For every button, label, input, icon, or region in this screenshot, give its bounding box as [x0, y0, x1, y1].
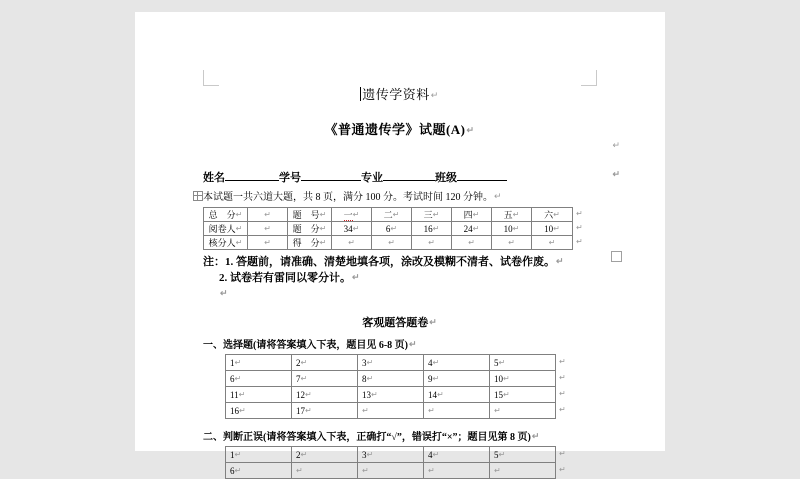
exam-title [203, 120, 596, 140]
answer-cell[interactable]: 13↵ [358, 387, 424, 403]
page-title-text: 遗传学资料 [362, 87, 430, 102]
pilcrow-icon: ↵ [494, 191, 502, 201]
answer-cell[interactable]: 4↵ [424, 447, 490, 463]
pilcrow-icon: ↵ [300, 357, 308, 367]
class-blank[interactable] [457, 169, 507, 181]
answer-cell[interactable] [424, 463, 490, 479]
pilcrow-icon: ↵ [264, 223, 271, 233]
pilcrow-icon: ↵ [352, 272, 360, 282]
table-row [226, 371, 556, 387]
pilcrow-icon: ↵ [300, 449, 308, 459]
earned-points-cell[interactable] [452, 236, 492, 250]
document-page [135, 12, 665, 476]
question-1-heading-text: 一、选择题(请将答案填入下表，题目见 6-8 页) [203, 340, 408, 351]
pilcrow-icon: ↵ [432, 210, 440, 219]
major-label: 专业 [361, 172, 383, 184]
earned-points-label: 得 分↵ [288, 236, 332, 250]
earned-points-cell[interactable] [412, 236, 452, 250]
table-move-handle-icon[interactable] [193, 191, 203, 201]
notes-line-1 [203, 254, 596, 270]
question-1-table-wrap [203, 354, 596, 419]
pilcrow-icon: ↵ [512, 210, 520, 219]
exam-notice [203, 190, 596, 204]
pilcrow-icon: ↵ [234, 357, 242, 367]
table-resize-handle-icon[interactable] [611, 251, 622, 262]
pilcrow-icon: ↵ [234, 373, 242, 383]
notes-prefix: 注： [203, 256, 225, 268]
pilcrow-icon: ↵ [494, 465, 501, 475]
question-number-label: 题 号↵ [288, 208, 332, 222]
pilcrow-icon: ↵ [428, 465, 435, 475]
student-id-label: 学号 [279, 172, 301, 184]
pilcrow-icon: ↵ [429, 317, 437, 327]
question-1-answer-table [225, 354, 556, 419]
answer-cell[interactable]: 1↵ [226, 447, 292, 463]
question-number-cell[interactable]: 一↵ [332, 208, 372, 222]
pilcrow-icon: ↵ [352, 210, 360, 219]
pilcrow-icon: ↵ [234, 449, 242, 459]
pilcrow-icon: ↵ [576, 237, 583, 246]
pilcrow-icon: ↵ [319, 238, 327, 247]
pilcrow-icon: ↵ [472, 210, 480, 219]
pilcrow-icon: ↵ [553, 223, 560, 233]
pilcrow-icon: ↵ [548, 237, 556, 247]
pilcrow-icon: ↵ [468, 237, 475, 247]
answer-cell[interactable]: 2↵ [292, 447, 358, 463]
pilcrow-icon: ↵ [432, 373, 440, 383]
table-row [204, 236, 573, 250]
question-points-cell[interactable]: 16↵ [412, 222, 452, 236]
table-row [226, 355, 556, 371]
pilcrow-icon: ↵ [366, 357, 374, 367]
pilcrow-icon: ↵ [319, 224, 327, 233]
pilcrow-icon: ↵ [503, 373, 510, 383]
marker-label: 阅卷人↵ [204, 222, 248, 236]
answer-cell[interactable]: 5↵ [490, 355, 556, 371]
pilcrow-icon: ↵ [319, 210, 327, 219]
pilcrow-icon: ↵ [612, 169, 620, 179]
pilcrow-icon: ↵ [235, 224, 243, 233]
answer-cell[interactable] [292, 463, 358, 479]
answer-cell[interactable] [490, 463, 556, 479]
pilcrow-icon: ↵ [430, 90, 439, 100]
pilcrow-icon: ↵ [559, 449, 566, 458]
pilcrow-icon: ↵ [432, 357, 440, 367]
pilcrow-icon: ↵ [300, 373, 308, 383]
table-row [226, 447, 556, 463]
pilcrow-icon: ↵ [388, 237, 395, 247]
earned-points-cell[interactable] [492, 236, 532, 250]
objective-section-heading [203, 314, 596, 330]
answer-cell[interactable]: 1↵ [226, 355, 292, 371]
answer-cell[interactable]: 9↵ [424, 371, 490, 387]
question-2-answer-table [225, 446, 556, 479]
name-label: 姓名 [203, 172, 225, 184]
total-score-value[interactable] [248, 208, 288, 222]
pilcrow-icon: ↵ [612, 140, 620, 150]
pilcrow-icon: ↵ [494, 405, 501, 415]
pilcrow-icon: ↵ [390, 223, 398, 233]
pilcrow-icon: ↵ [559, 389, 566, 398]
question-points-label: 题 分↵ [288, 222, 332, 236]
pilcrow-icon: ↵ [559, 373, 566, 382]
pilcrow-icon: ↵ [234, 465, 242, 475]
pilcrow-icon: ↵ [235, 210, 243, 219]
table-row [204, 208, 573, 222]
pilcrow-icon: ↵ [508, 237, 515, 247]
answer-cell[interactable] [358, 403, 424, 419]
question-points-cell[interactable]: 10↵ [492, 222, 532, 236]
pilcrow-icon: ↵ [239, 405, 246, 415]
pilcrow-icon: ↵ [348, 237, 355, 247]
pilcrow-icon: ↵ [305, 389, 312, 399]
answer-cell[interactable]: 3↵ [358, 355, 424, 371]
pilcrow-icon: ↵ [559, 465, 566, 474]
table-row [226, 463, 556, 479]
pilcrow-icon: ↵ [366, 373, 374, 383]
pilcrow-icon: ↵ [371, 389, 378, 399]
pilcrow-icon: ↵ [235, 238, 243, 247]
pilcrow-icon: ↵ [498, 357, 506, 367]
empty-paragraph [203, 140, 620, 151]
exam-notice-text: 本试题一共六道大题，共 8 页，满分 100 分。考试时间 120 分钟。 [203, 192, 493, 203]
pilcrow-icon: ↵ [392, 210, 400, 219]
answer-cell[interactable]: 16↵ [226, 403, 292, 419]
exam-notes [203, 254, 596, 302]
table-row [226, 403, 556, 419]
answer-cell[interactable] [424, 403, 490, 419]
identity-line [203, 169, 620, 185]
question-2-heading [203, 428, 596, 443]
checker-label: 核分人↵ [204, 236, 248, 250]
pilcrow-icon: ↵ [362, 405, 369, 415]
notes-line-3 [203, 286, 596, 302]
pilcrow-icon: ↵ [366, 449, 374, 459]
answer-cell[interactable]: 3↵ [358, 447, 424, 463]
question-number-cell[interactable]: 二↵ [372, 208, 412, 222]
table-row [226, 387, 556, 403]
pilcrow-icon: ↵ [305, 405, 312, 415]
score-table [203, 207, 573, 250]
answer-cell[interactable]: 6↵ [226, 463, 292, 479]
answer-cell[interactable]: 15↵ [490, 387, 556, 403]
question-points-cell[interactable]: 6↵ [372, 222, 412, 236]
score-table-wrap [203, 207, 596, 250]
checker-value[interactable] [248, 236, 288, 250]
question-points-cell[interactable]: 24↵ [452, 222, 492, 236]
pilcrow-icon: ↵ [296, 465, 303, 475]
major-blank[interactable] [383, 169, 435, 181]
pilcrow-icon: ↵ [472, 223, 480, 233]
pilcrow-icon: ↵ [264, 237, 271, 247]
pilcrow-icon: ↵ [576, 209, 583, 218]
answer-cell[interactable] [490, 403, 556, 419]
pilcrow-icon: ↵ [503, 389, 510, 399]
pilcrow-icon: ↵ [559, 357, 566, 366]
pilcrow-icon: ↵ [264, 209, 271, 219]
answer-cell[interactable]: 5↵ [490, 447, 556, 463]
pilcrow-icon: ↵ [409, 339, 417, 349]
notes-item-2: 2. 试卷若有雷同以零分计。 [219, 272, 351, 284]
pilcrow-icon: ↵ [512, 223, 520, 233]
earned-points-cell[interactable] [332, 236, 372, 250]
exam-title-text: 《普通遗传学》试题(A) [324, 122, 466, 137]
question-number-cell[interactable]: 六↵ [532, 208, 573, 222]
answer-cell[interactable]: 2↵ [292, 355, 358, 371]
answer-cell[interactable]: 14↵ [424, 387, 490, 403]
pilcrow-icon: ↵ [432, 449, 440, 459]
objective-section-heading-text: 客观题答题卷 [362, 317, 429, 329]
question-number-cell[interactable]: 三↵ [412, 208, 452, 222]
notes-item-1: 1. 答题前，请准确、清楚地填各项，涂改及模糊不清者、试卷作废。 [225, 256, 555, 268]
pilcrow-icon: ↵ [576, 223, 583, 232]
class-label: 班级 [435, 172, 457, 184]
pilcrow-icon: ↵ [531, 431, 540, 441]
question-2-heading-text: 二、判断正误(请将答案填入下表，正确打“√”，错误打“×”；题目见第 8 页) [203, 432, 531, 443]
question-1-heading [203, 336, 596, 351]
answer-cell[interactable]: 17↵ [292, 403, 358, 419]
answer-cell[interactable]: 10↵ [490, 371, 556, 387]
question-number-cell[interactable]: 五↵ [492, 208, 532, 222]
pilcrow-icon: ↵ [559, 405, 566, 414]
pilcrow-icon: ↵ [352, 223, 360, 233]
pilcrow-icon: ↵ [362, 465, 369, 475]
pilcrow-icon: ↵ [466, 125, 475, 135]
question-number-cell[interactable]: 四↵ [452, 208, 492, 222]
pilcrow-icon: ↵ [428, 237, 435, 247]
pilcrow-icon: ↵ [238, 389, 246, 399]
pilcrow-icon: ↵ [428, 405, 435, 415]
pilcrow-icon: ↵ [220, 288, 228, 298]
question-points-cell[interactable]: 10↵ [532, 222, 573, 236]
student-id-blank[interactable] [301, 169, 361, 181]
page-title [203, 84, 596, 106]
pilcrow-icon: ↵ [437, 389, 444, 399]
earned-points-cell[interactable] [532, 236, 573, 250]
name-blank[interactable] [225, 169, 279, 181]
answer-cell[interactable]: 7↵ [292, 371, 358, 387]
pilcrow-icon: ↵ [553, 210, 560, 219]
answer-cell[interactable]: 12↵ [292, 387, 358, 403]
notes-line-2 [203, 270, 596, 286]
question-2-table-wrap [203, 446, 596, 479]
answer-cell[interactable] [358, 463, 424, 479]
document-body [203, 84, 620, 479]
answer-cell[interactable]: 11↵ [226, 387, 292, 403]
table-row [204, 222, 573, 236]
pilcrow-icon: ↵ [556, 256, 564, 266]
earned-points-cell[interactable] [372, 236, 412, 250]
answer-cell[interactable]: 8↵ [358, 371, 424, 387]
marker-value[interactable] [248, 222, 288, 236]
pilcrow-icon: ↵ [498, 449, 506, 459]
pilcrow-icon: ↵ [432, 223, 440, 233]
total-score-label: 总 分↵ [204, 208, 248, 222]
answer-cell[interactable]: 6↵ [226, 371, 292, 387]
question-points-cell[interactable]: 34↵ [332, 222, 372, 236]
answer-cell[interactable]: 4↵ [424, 355, 490, 371]
